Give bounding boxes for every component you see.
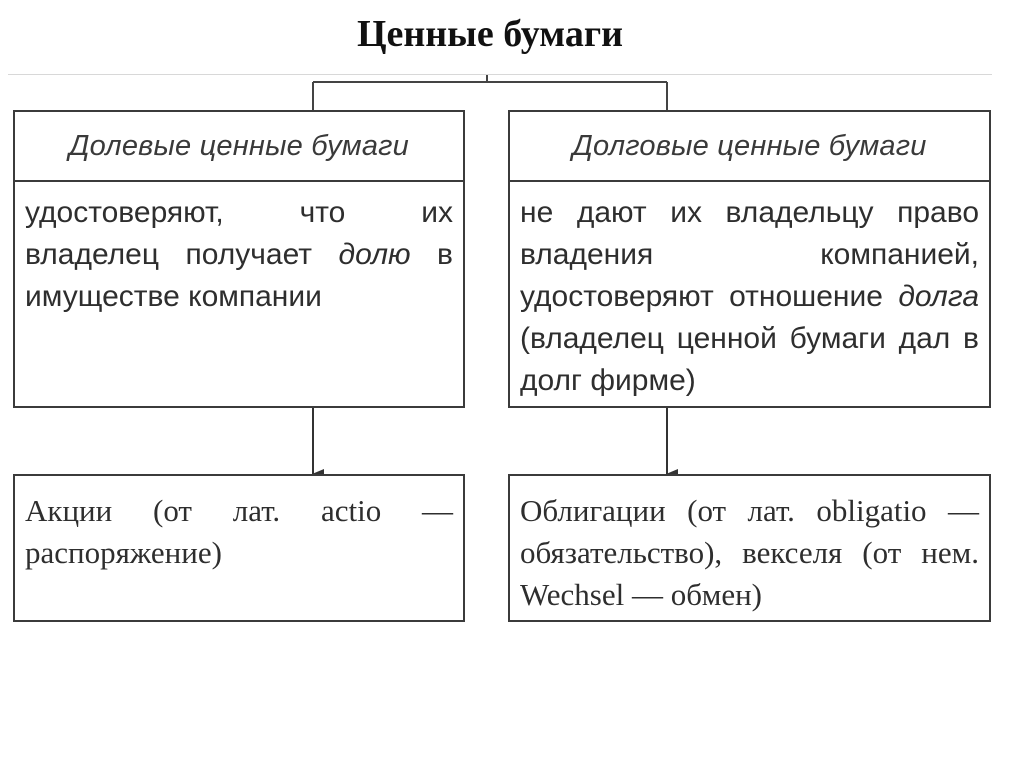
stocks-box [13, 474, 465, 622]
debt-securities-box [508, 110, 991, 408]
equity-securities-box [13, 110, 465, 408]
bonds-text: Облигации (от лат. obligatio — обязательство), векселя (от нем. Wechsel — обмен) [520, 493, 979, 612]
debt-securities-description [510, 182, 989, 402]
debt-securities-header: Долговые ценные бумаги [510, 112, 989, 182]
debt-desc-part2: (владелец ценной бумаги дал в долг фирме) [520, 322, 979, 397]
equity-desc-emphasis: долю [338, 238, 411, 271]
stocks-text: Акции (от лат. actio — распоряжение) [25, 493, 453, 570]
bonds-box [508, 474, 991, 622]
equity-desc-part2: в имуществе компании [25, 238, 453, 313]
debt-desc-part1: не дают их владельцу право владения компанией, удостоверяют отношение [520, 196, 979, 313]
equity-securities-description [15, 182, 463, 318]
equity-securities-header: Долевые ценные бумаги [15, 112, 463, 182]
debt-desc-emphasis: долга [898, 280, 979, 313]
page-title: Ценные бумаги [356, 13, 624, 55]
equity-desc-part1: удостоверяют, что их владелец получает [25, 196, 453, 271]
